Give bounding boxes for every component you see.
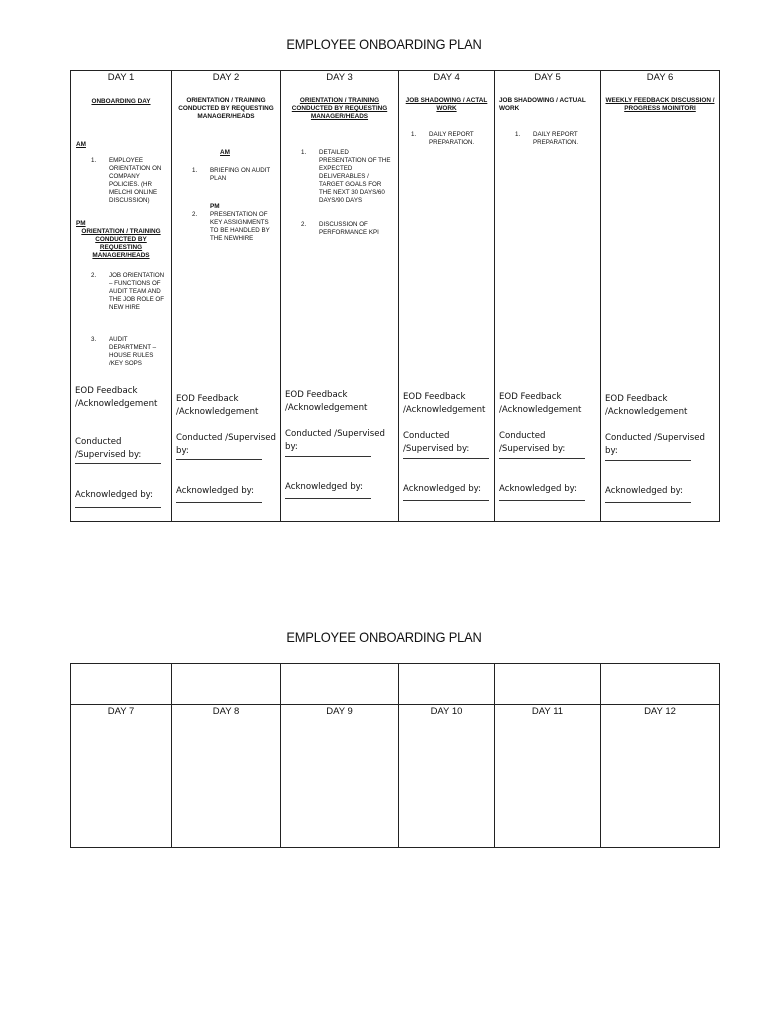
day-header: DAY 1 bbox=[107, 72, 135, 83]
day1-column bbox=[71, 71, 172, 521]
signature-line[interactable] bbox=[499, 500, 585, 501]
list-item: 1. DAILY REPORT PREPARATION. bbox=[411, 131, 475, 146]
day2-column bbox=[172, 71, 281, 521]
signature-line[interactable] bbox=[176, 502, 262, 503]
day-header: DAY 11 bbox=[531, 706, 564, 717]
day6-heading: WEEKLY FEEDBACK DISCUSSION / PROGRESS MOINITORI bbox=[605, 97, 715, 112]
day5-heading: JOB SHADOWING / ACTUAL WORK bbox=[499, 97, 586, 112]
day-header: DAY 12 bbox=[644, 706, 676, 717]
acknowledged-label: Acknowledged by: bbox=[605, 486, 684, 496]
day-header: DAY 9 bbox=[326, 706, 353, 717]
list-item: 3. AUDIT DEPARTMENT – HOUSE RULES /KEY SOPS bbox=[91, 336, 157, 367]
am-label: AM bbox=[76, 141, 86, 148]
list-item: 1. DAILY REPORT PREPARATION. bbox=[515, 131, 579, 146]
blank-cell[interactable] bbox=[172, 664, 281, 704]
signature-line[interactable] bbox=[403, 458, 489, 459]
list-item: 2. DISCUSSION OF PERFORMANCE KPI bbox=[301, 221, 379, 236]
acknowledged-label: Acknowledged by: bbox=[75, 490, 154, 500]
day5-column bbox=[495, 71, 601, 521]
day9-column bbox=[281, 705, 399, 847]
day-header: DAY 5 bbox=[534, 72, 561, 83]
day6-column bbox=[601, 71, 719, 521]
day4-column bbox=[399, 71, 495, 521]
eod-feedback-label: EOD Feedback /Acknowledgement bbox=[605, 394, 688, 417]
list-item: 1. BRIEFING ON AUDIT PLAN bbox=[192, 167, 271, 182]
list-item: 2. JOB ORIENTATION – FUNCTIONS OF AUDIT TEAM AND THE JOB ROLE OF NEW HIRE bbox=[91, 272, 165, 311]
eod-feedback-label: EOD Feedback /Acknowledgement bbox=[176, 394, 259, 417]
plan2-table bbox=[70, 663, 720, 848]
day-header: DAY 6 bbox=[646, 72, 674, 83]
blank-cell[interactable] bbox=[71, 664, 172, 704]
day11-column bbox=[495, 705, 601, 847]
pm-heading: ORIENTATION / TRAINING CONDUCTED BY REQUESTING MANAGER/HEADS bbox=[81, 228, 161, 259]
day-row bbox=[71, 704, 719, 847]
day-header: DAY 4 bbox=[433, 72, 460, 83]
list-item: 1. EMPLOYEE ORIENTATION ON COMPANY POLICIES. (HR MELCHI ONLINE DISCUSSION) bbox=[91, 157, 162, 204]
blank-cell[interactable] bbox=[399, 664, 495, 704]
list-item: 2. PRESENTATION OF KEY ASSIGNMENTS TO BE HANDLED BY THE NEWHIRE bbox=[192, 211, 270, 242]
day10-column bbox=[399, 705, 495, 847]
eod-feedback-label: EOD Feedback /Acknowledgement bbox=[285, 390, 368, 413]
signature-line[interactable] bbox=[605, 460, 691, 461]
day-header: DAY 8 bbox=[212, 706, 240, 717]
eod-feedback-label: EOD Feedback /Acknowledgement bbox=[75, 386, 158, 409]
day-header: DAY 7 bbox=[107, 706, 135, 717]
conducted-label: Conducted /Supervised by: bbox=[176, 433, 276, 456]
plan1-table bbox=[70, 70, 720, 522]
acknowledged-label: Acknowledged by: bbox=[285, 482, 364, 492]
conducted-label: Conducted /Supervised by: bbox=[605, 433, 705, 456]
day-header: DAY 2 bbox=[212, 72, 240, 83]
day-header: DAY 3 bbox=[326, 72, 353, 83]
acknowledged-label: Acknowledged by: bbox=[176, 486, 255, 496]
signature-line[interactable] bbox=[75, 507, 161, 508]
conducted-label: Conducted /Supervised by: bbox=[499, 431, 566, 454]
signature-line[interactable] bbox=[605, 502, 691, 503]
pm-label: PM bbox=[76, 220, 86, 227]
conducted-label: Conducted /Supervised by: bbox=[75, 437, 142, 460]
day-header: DAY 10 bbox=[430, 706, 463, 717]
day2-heading: ORIENTATION / TRAINING CONDUCTED BY REQUESTING MANAGER/HEADS bbox=[178, 97, 274, 120]
list-item: 1. DETAILED PRESENTATION OF THE EXPECTED DELIVERABLES / TARGET GOALS FOR THE NEXT 30 DAYS/60 DAYS/90 DAYS bbox=[301, 149, 391, 204]
blank-cell[interactable] bbox=[281, 664, 399, 704]
signature-line[interactable] bbox=[176, 459, 262, 460]
day12-column bbox=[601, 705, 719, 847]
day1-heading: ONBOARDING DAY bbox=[91, 98, 151, 105]
day4-heading: JOB SHADOWING / ACTAL WORK bbox=[405, 97, 488, 112]
signature-line[interactable] bbox=[403, 500, 489, 501]
acknowledged-label: Acknowledged by: bbox=[499, 484, 578, 494]
conducted-label: Conducted /Supervised by: bbox=[403, 431, 470, 454]
signature-line[interactable] bbox=[75, 463, 161, 464]
blank-cell[interactable] bbox=[495, 664, 601, 704]
am-label: AM bbox=[220, 149, 230, 156]
eod-feedback-label: EOD Feedback /Acknowledgement bbox=[499, 392, 582, 415]
signature-line[interactable] bbox=[499, 458, 585, 459]
conducted-label: Conducted /Supervised by: bbox=[285, 429, 385, 452]
day7-column bbox=[71, 705, 172, 847]
day3-heading: ORIENTATION / TRAINING CONDUCTED BY REQUESTING MANAGER/HEADS bbox=[291, 97, 388, 120]
day3-column bbox=[281, 71, 399, 521]
acknowledged-label: Acknowledged by: bbox=[403, 484, 482, 494]
pm-label: PM bbox=[210, 203, 220, 210]
plan2-title: EMPLOYEE ONBOARDING PLAN bbox=[286, 629, 482, 645]
day8-column bbox=[172, 705, 281, 847]
signature-line[interactable] bbox=[285, 456, 371, 457]
plan1-title: EMPLOYEE ONBOARDING PLAN bbox=[286, 36, 482, 52]
eod-feedback-label: EOD Feedback /Acknowledgement bbox=[403, 392, 486, 415]
signature-line[interactable] bbox=[285, 498, 371, 499]
